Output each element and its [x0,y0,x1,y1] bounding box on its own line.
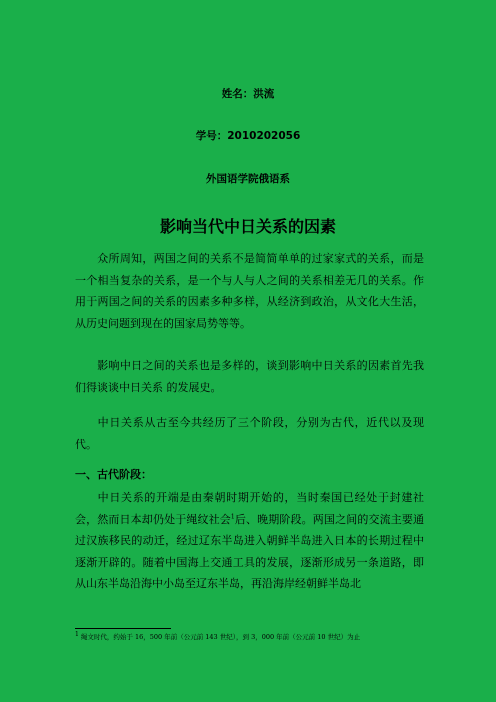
paragraph-3 [75,412,424,455]
paragraph-2 [75,355,424,398]
student-id: 学号：2010202056 [195,130,301,142]
section-paragraph [75,487,424,595]
footnote-divider [75,628,171,629]
section-heading: 一、古代阶段： [75,468,152,481]
footnote [75,630,424,642]
author-name: 姓名：洪流 [221,88,275,100]
document-title: 影响当代中日关系的因素 [159,217,336,236]
footnote-reference[interactable]: 1 [230,512,235,520]
section-paragraph-text-2: 后、晚期阶段。两国之间的交流主要通过汉族移民的动迁，经过辽东半岛进入朝鲜半岛进入日本的长期过程中逐渐开辟的。随着中国海上交通工具的发展，逐渐形成另一条道路，即从山东半岛沿海中小岛至辽东半岛，再沿海岸经朝鲜半岛北 [75,512,425,590]
paragraph-1-text: 众所周知，两国之间的关系不是简简单单的过家家式的关系，而是一个相当复杂的关系，是一个与人与人之间的关系相差无几的关系。作用于两国之间的关系的因素多种多样，从经济到政治，从文化大生活，从历史问题到现在的国家局势等等。 [75,252,424,330]
footnote-text: 绳文时代，约始于 16，500 年前（公元前 143 世纪），到 3，000 年前（公元前 10 世纪）为止 [80,633,361,641]
section-paragraph-text-1: 中日关系的开端是由秦朝时期开始的，当时秦国已经处于封建社会，然而日本却仍处于绳纹社会 [75,491,424,526]
paragraph-3-text: 中日关系从古至今共经历了三个阶段，分别为古代，近代以及现代。 [75,416,424,451]
footnote-mark: 1 [75,630,79,638]
paragraph-2-text: 影响中日之间的关系也是多样的，谈到影响中日关系的因素首先我们得谈谈中日关系 的发展史。 [75,359,424,394]
department: 外国语学院俄语系 [206,173,290,185]
paragraph-1 [75,248,424,334]
